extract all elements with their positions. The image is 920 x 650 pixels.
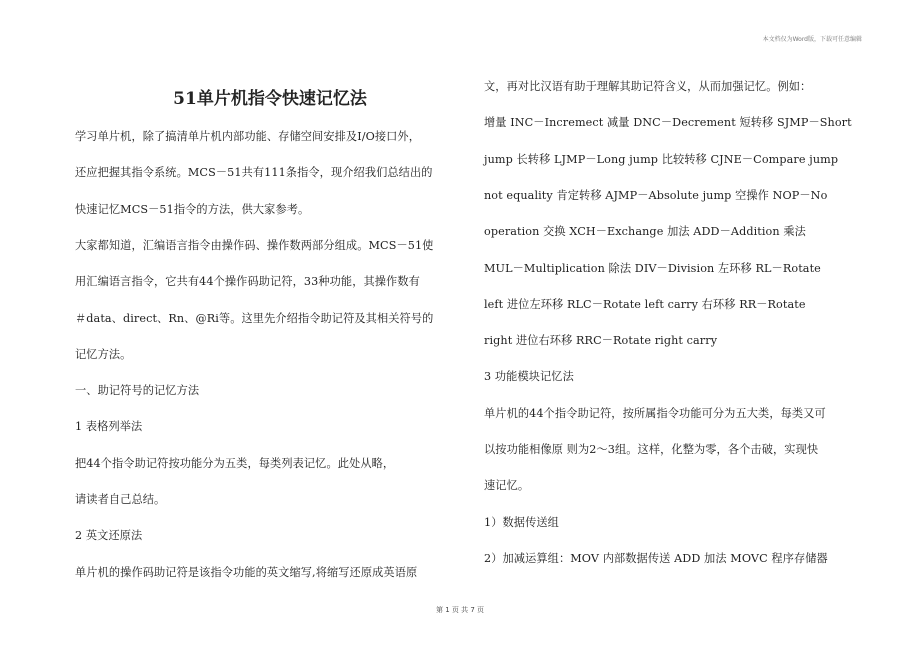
- left-text-line: 学习单片机，除了搞清单片机内部功能、存储空间安排及I/O接口外，: [75, 130, 420, 143]
- left-text-line: 1 表格列举法: [75, 420, 143, 434]
- right-text-line: jump 长转移 LJMP－Long jump 比较转移 CJNE－Compare jump: [484, 152, 839, 166]
- right-text-line: left 进位左环移 RLC－Rotate left carry 右环移 RR－Rotate: [484, 297, 806, 311]
- left-text-line: 单片机的操作码助记符是该指令功能的英文缩写,将缩写还原成英语原: [75, 565, 418, 579]
- left-text-line: 把44个指令助记符按功能分为五类，每类列表记忆。此处从略，: [75, 456, 395, 470]
- right-text-line: 增量 INC－Incremect 减量 DNC－Decrement 短转移 SJMP－Short: [484, 116, 852, 130]
- left-text-line: 大家都知道，汇编语言指令由操作码、操作数两部分组成。MCS－51使: [75, 238, 434, 252]
- left-text-line: 请读者自己总结。: [75, 493, 166, 506]
- right-text-line: 2）加减运算组：MOV 内部数据传送 ADD 加法 MOVC 程序存储器: [484, 551, 828, 565]
- right-text-line: not equality 肯定转移 AJMP－Absolute jump 空操作 NOP－No: [484, 188, 828, 202]
- left-text-line: 快速记忆MCS－51指令的方法，供大家参考。: [75, 202, 310, 216]
- right-text-line: 速记忆。: [484, 479, 530, 493]
- left-text-line: 记忆方法。: [75, 347, 132, 361]
- left-text-line: 2 英文还原法: [75, 529, 143, 543]
- right-text-line: 单片机的44个指令助记符，按所属指令功能可分为五大类，每类又可: [484, 406, 826, 420]
- page-footer: 第 1 页 共 7 页: [435, 606, 485, 614]
- left-text-line: 还应把握其指令系统。MCS－51共有111条指令，现介绍我们总结出的: [75, 166, 433, 180]
- right-text-line: 3 功能模块记忆法: [484, 370, 574, 384]
- watermark-text: 本文档仅为Word版，下载可任意编辑: [762, 36, 862, 43]
- document-title: 51单片机指令快速记忆法: [173, 89, 367, 109]
- right-text-line: 以按功能相像原 则为2～3组。这样，化整为零，各个击破，实现快: [484, 443, 819, 456]
- right-text-line: 1）数据传送组: [484, 515, 559, 529]
- left-text-line: 一、助记符号的记忆方法: [75, 384, 200, 398]
- left-text-line: ＃data、direct、Rn、@Ri等。这里先介绍指令助记符及其相关符号的: [75, 311, 434, 325]
- right-text-line: 文，再对比汉语有助于理解其助记符含义，从而加强记忆。例如：: [484, 80, 812, 93]
- right-text-line: MUL－Multiplication 除法 DIV－Division 左环移 RL－Rotate: [484, 261, 821, 275]
- right-text-line: operation 交换 XCH－Exchange 加法 ADD－Addition 乘法: [484, 225, 806, 239]
- right-text-line: right 进位右环移 RRC－Rotate right carry: [484, 334, 718, 348]
- left-text-line: 用汇编语言指令，它共有44个操作码助记符，33种功能，其操作数有: [75, 275, 420, 289]
